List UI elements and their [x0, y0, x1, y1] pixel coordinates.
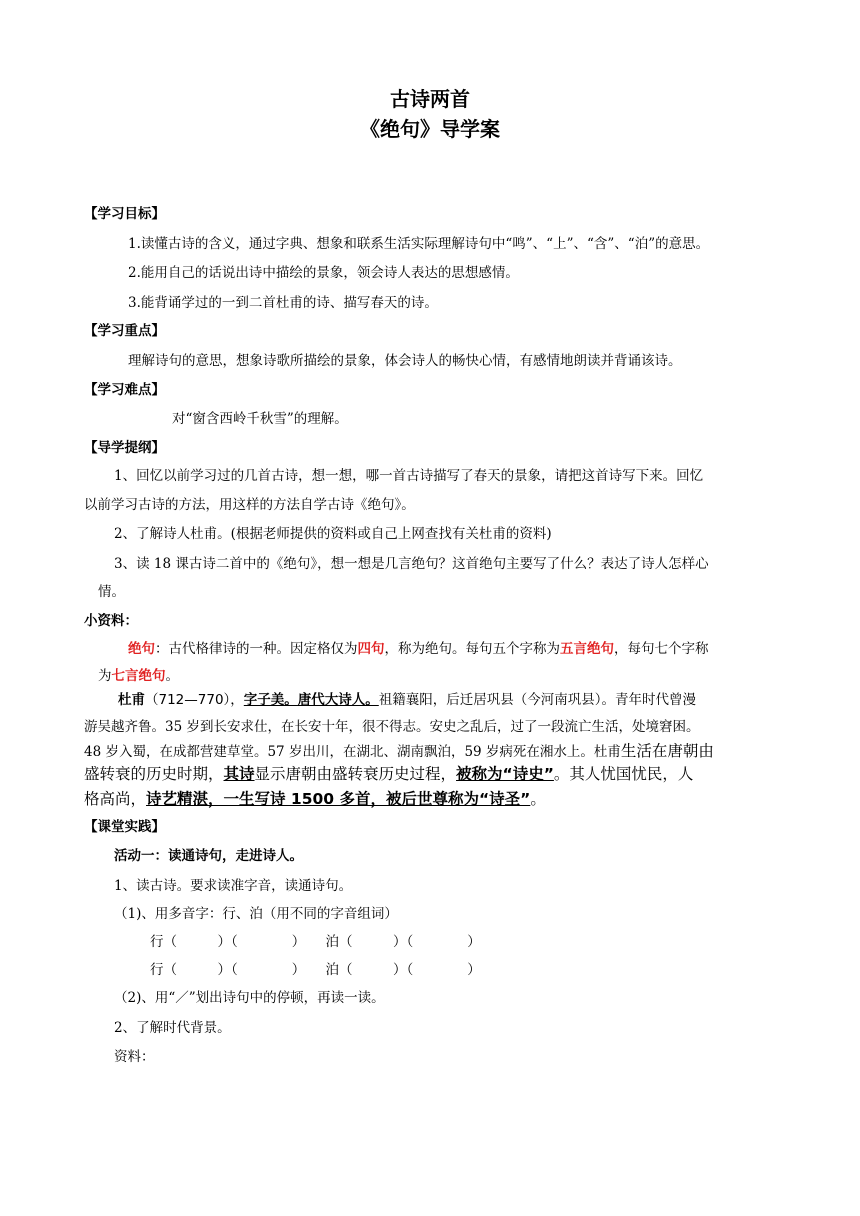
- dufu-bio-text: 盛转衰的历史时期，: [84, 765, 224, 783]
- dufu-his-poems: 其诗: [223, 765, 255, 783]
- dufu-bio-text: 48 岁入蜀，在成都营建草堂。57 岁出川，在湖北、湖南飘泊，59 岁病死在湘水上。杜甫: [84, 744, 621, 760]
- outline-item-3: 3、读 18 课古诗二首中的《绝句》，想一想是几言绝句？这首绝句主要写了什么？表达了诗人怎样心: [114, 556, 709, 572]
- practice-sub-1: （1)、用多音字：行、泊（用不同的字音组词）: [114, 906, 398, 922]
- jueju-text-5: 。: [165, 668, 179, 684]
- objective-item: 3.能背诵学过的一到二首杜甫的诗、描写春天的诗。: [128, 295, 438, 311]
- dufu-poet-historian: 被称为“诗史”: [456, 765, 554, 783]
- jueju-text-2: ，称为绝句。每句五个字称为: [384, 641, 560, 657]
- dufu-bio-text: 显示唐朝由盛转衰历史过程，: [254, 765, 457, 783]
- objective-item: 2.能用自己的话说出诗中描绘的景象，领会诗人表达的思想感情。: [128, 265, 519, 281]
- dufu-zi: 字子美。唐代大诗人。: [243, 692, 379, 708]
- dufu-poet-sage: 诗艺精湛，一生写诗 1500 多首，被后世尊称为“诗圣”: [146, 790, 531, 808]
- difficulty-heading: 【学习难点】: [84, 382, 165, 398]
- activity-1-title: 活动一：读通诗句，走进诗人。: [114, 848, 303, 864]
- jueju-term: 绝句: [128, 641, 155, 657]
- resource-label: 资料：: [114, 1049, 155, 1065]
- dufu-years: （712—770）: [145, 692, 231, 708]
- dufu-bio-line-1: [118, 690, 696, 710]
- jueju-text-3: ，每句七个字称: [614, 641, 709, 657]
- keypoints-text: 理解诗句的意思，想象诗歌所描绘的景象，体会诗人的畅快心情，有感情地朗读并背诵该诗。: [128, 353, 682, 369]
- dufu-bio-text-large: 生活在唐朝由: [620, 742, 714, 760]
- jueju-definition: [128, 639, 709, 659]
- fill-blank-row[interactable]: 行（ ）（ ） 泊（ ）（ ）: [150, 962, 481, 978]
- practice-heading: 【课堂实践】: [84, 819, 165, 835]
- materials-heading: 小资料：: [84, 613, 138, 629]
- jueju-seven-char: 七言绝句: [111, 668, 166, 684]
- practice-step-2: 2、了解时代背景。: [114, 1020, 231, 1036]
- jueju-five-char: 五言绝句: [560, 641, 614, 657]
- jueju-definition-cont: [98, 666, 179, 686]
- practice-step-1: 1、读古诗。要求读准字音，读通诗句。: [114, 878, 353, 894]
- dufu-separator: ，: [230, 692, 244, 708]
- dufu-bio-line-2: 游吴越齐鲁。35 岁到长安求仕，在长安十年，很不得志。安史之乱后，过了一段流亡生活，处境窘困。: [84, 719, 700, 735]
- dufu-bio-line-3: [84, 741, 714, 762]
- objective-item: 1.读懂古诗的含义，通过字典、想象和联系生活实际理解诗句中“鸣”、“上”、“含”、“泊”的意思。: [128, 236, 710, 252]
- dufu-name: 杜甫: [118, 692, 145, 708]
- document-title: 古诗两首: [390, 87, 470, 111]
- dufu-bio-line-5: [84, 789, 546, 809]
- practice-sub-2: （2)、用“／”划出诗句中的停顿，再读一读。: [114, 990, 385, 1006]
- keypoints-heading: 【学习重点】: [84, 323, 165, 339]
- outline-heading: 【导学提纲】: [84, 440, 165, 456]
- dufu-bio-text: 。: [530, 790, 546, 808]
- document-subtitle: 《绝句》导学案: [360, 117, 500, 141]
- dufu-bio-text: 祖籍襄阳，后迁居巩县（今河南巩县）。青年时代曾漫: [378, 692, 697, 708]
- jueju-text-4: 为: [98, 668, 112, 684]
- outline-item-1: 1、回忆以前学习过的几首古诗，想一想，哪一首古诗描写了春天的景象，请把这首诗写下来。回忆: [114, 468, 704, 484]
- jueju-text-1: ：古代格律诗的一种。因定格仅为: [155, 641, 358, 657]
- outline-item-2: 2、了解诗人杜甫。(根据老师提供的资料或自己上网查找有关杜甫的资料): [114, 526, 552, 542]
- objectives-heading: 【学习目标】: [84, 206, 165, 222]
- dufu-bio-text: 。其人忧国忧民，人: [553, 765, 694, 783]
- fill-blank-row[interactable]: 行（ ）（ ） 泊（ ）（ ）: [150, 934, 481, 950]
- outline-item-3-cont: 情。: [98, 584, 125, 600]
- difficulty-text: 对“窗含西岭千秋雪”的理解。: [172, 411, 348, 427]
- dufu-bio-text: 格高尚，: [84, 790, 147, 808]
- dufu-bio-line-4: [84, 764, 693, 784]
- outline-item-1-cont: 以前学习古诗的方法，用这样的方法自学古诗《绝句》。: [84, 497, 415, 513]
- jueju-four-lines: 四句: [357, 641, 385, 657]
